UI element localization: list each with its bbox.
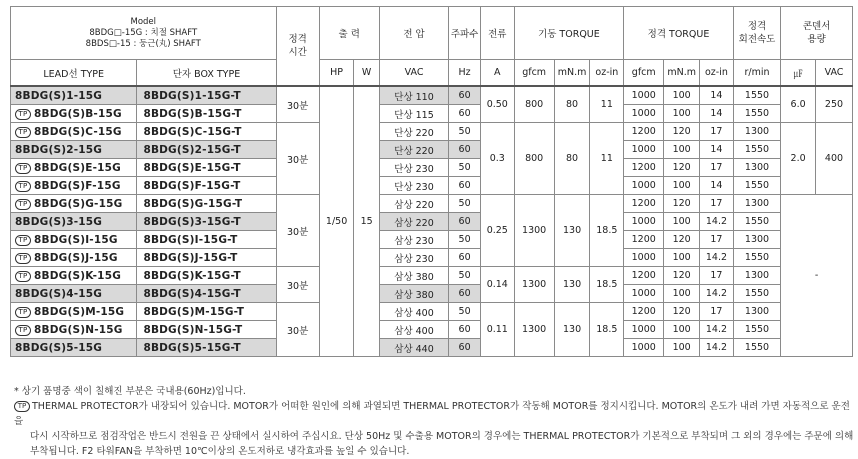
box-type-cell: 8BDG(S)J-15G-T — [137, 249, 276, 267]
note-line-4: 부착됩니다. F2 타워FAN을 부착하면 10℃이상의 온도저하로 냉각효과를 높일 수 있습니다. — [30, 446, 410, 457]
start-oz-cell: 18.5 — [590, 267, 624, 303]
voltage-cell: 삼상 380 — [379, 267, 449, 285]
model-name: 8BDG(S)E-15G — [34, 161, 121, 174]
start-mnm-cell: 130 — [554, 195, 590, 267]
rated-oz-cell: 17 — [700, 267, 734, 285]
model-cell — [11, 249, 137, 267]
rated-gfcm-cell: 1200 — [624, 123, 664, 141]
tp-icon: TP — [15, 325, 31, 336]
w-unit: W — [354, 60, 379, 87]
model-cell — [11, 141, 137, 159]
model-name: 8BDG(S)G-15G — [34, 197, 123, 210]
table-row — [11, 339, 853, 357]
tp-icon: TP — [15, 307, 31, 318]
hz-cell: 60 — [449, 105, 481, 123]
model-cell — [11, 339, 137, 357]
rpm-cell: 1550 — [733, 141, 780, 159]
model-cell — [11, 213, 137, 231]
voltage-cell: 삼상 220 — [379, 195, 449, 213]
current-cell: 0.50 — [480, 86, 514, 123]
table-row — [11, 86, 853, 105]
vac-unit: VAC — [379, 60, 449, 87]
rated-mnm-cell: 100 — [664, 249, 700, 267]
table-row — [11, 321, 853, 339]
rated-gfcm-cell: 1200 — [624, 231, 664, 249]
capacitor-header: 콘덴서 용량 — [781, 7, 853, 60]
table-row — [11, 195, 853, 213]
rated-gfcm-cell: 1200 — [624, 159, 664, 177]
model-name: 8BDG(S)J-15G — [34, 251, 118, 264]
rpm-cell: 1550 — [733, 213, 780, 231]
start-oz-cell: 18.5 — [590, 195, 624, 267]
rated-gfcm-cell: 1000 — [624, 177, 664, 195]
cap-uf-cell: 6.0 — [781, 86, 816, 123]
table-row — [11, 141, 853, 159]
table-row — [11, 177, 853, 195]
tp-icon: TP — [15, 127, 31, 138]
hz-cell: 50 — [449, 159, 481, 177]
rated-oz-cell: 14 — [700, 105, 734, 123]
tp-icon: TP — [15, 235, 31, 246]
start-oz-cell: 18.5 — [590, 303, 624, 357]
hp-cell: 1/50 — [319, 86, 354, 357]
rated-oz-cell: 14 — [700, 86, 734, 105]
rpm-cell: 1550 — [733, 321, 780, 339]
hz-cell: 60 — [449, 213, 481, 231]
rated-oz-cell: 17 — [700, 195, 734, 213]
rated-gfcm-unit: gfcm — [624, 60, 664, 87]
table-row — [11, 105, 853, 123]
rpm-cell: 1300 — [733, 231, 780, 249]
rpm-cell: 1550 — [733, 285, 780, 303]
rated-mnm-cell: 120 — [664, 159, 700, 177]
current-header: 전류 — [480, 7, 514, 60]
model-cell — [11, 267, 137, 285]
a-unit: A — [480, 60, 514, 87]
box-type-cell: 8BDG(S)B-15G-T — [137, 105, 276, 123]
rated-mnm-cell: 100 — [664, 86, 700, 105]
hz-cell: 60 — [449, 249, 481, 267]
table-row — [11, 267, 853, 285]
model-name: 8BDG(S)B-15G — [34, 107, 122, 120]
rated-mnm-cell: 100 — [664, 213, 700, 231]
rated-oz-cell: 17 — [700, 303, 734, 321]
hz-cell: 50 — [449, 267, 481, 285]
voltage-cell: 삼상 220 — [379, 213, 449, 231]
rated-torque-header: 정격 TORQUE — [624, 7, 734, 60]
rated-gfcm-cell: 1200 — [624, 267, 664, 285]
rated-time-cell: 30분 — [276, 267, 319, 303]
rated-mnm-cell: 100 — [664, 321, 700, 339]
rated-gfcm-cell: 1000 — [624, 339, 664, 357]
notes — [14, 384, 854, 459]
start-torque-header: 기동 TORQUE — [514, 7, 624, 60]
model-cell — [11, 195, 137, 213]
model-name: 8BDG(S)3-15G — [15, 215, 103, 228]
w-cell: 15 — [354, 86, 379, 357]
box-type-cell: 8BDG(S)C-15G-T — [137, 123, 276, 141]
tp-icon: TP — [15, 109, 31, 120]
model-cell — [11, 303, 137, 321]
voltage-cell: 삼상 230 — [379, 231, 449, 249]
box-type-cell: 8BDG(S)K-15G-T — [137, 267, 276, 285]
hz-cell: 60 — [449, 285, 481, 303]
model-cell — [11, 159, 137, 177]
box-type-cell: 8BDG(S)I-15G-T — [137, 231, 276, 249]
rated-mnm-cell: 100 — [664, 339, 700, 357]
rated-mnm-cell: 100 — [664, 141, 700, 159]
model-title: Model — [130, 16, 157, 27]
lead-type-header: LEAD선 TYPE — [11, 60, 137, 87]
model-name: 8BDG(S)F-15G — [34, 179, 121, 192]
rated-time-cell: 30분 — [276, 195, 319, 267]
start-mnm-cell: 130 — [554, 267, 590, 303]
model-cell — [11, 123, 137, 141]
model-cell — [11, 86, 137, 105]
voltage-cell: 삼상 400 — [379, 303, 449, 321]
tp-icon: TP — [14, 401, 30, 412]
hz-cell: 50 — [449, 303, 481, 321]
current-cell: 0.25 — [480, 195, 514, 267]
note-line-3: 다시 시작하므로 점검작업은 반드시 전원을 끈 상태에서 실시하여 주십시요. 단상 50Hz 및 수출용 MOTOR의 경우에는 THERMAL PROTECTOR가 기본적으로 부착되며 그 외의 경우에는 주문에 의해 — [30, 431, 854, 442]
table-row — [11, 123, 853, 141]
rated-oz-cell: 17 — [700, 159, 734, 177]
motor-spec-table — [10, 6, 853, 357]
hz-unit: Hz — [449, 60, 481, 87]
cap-vac-unit: VAC — [815, 60, 852, 87]
voltage-cell: 단상 220 — [379, 141, 449, 159]
hz-cell: 50 — [449, 123, 481, 141]
current-cell: 0.14 — [480, 267, 514, 303]
voltage-cell: 단상 230 — [379, 159, 449, 177]
rated-mnm-cell: 120 — [664, 303, 700, 321]
model-name: 8BDG(S)K-15G — [34, 269, 122, 282]
model-name: 8BDG(S)4-15G — [15, 287, 103, 300]
voltage-cell: 단상 115 — [379, 105, 449, 123]
voltage-header: 전 압 — [379, 7, 449, 60]
rated-mnm-cell: 120 — [664, 231, 700, 249]
rated-oz-cell: 14.2 — [700, 339, 734, 357]
rpm-cell: 1300 — [733, 159, 780, 177]
model-cell — [11, 177, 137, 195]
voltage-cell: 단상 230 — [379, 177, 449, 195]
note-domestic: * 상기 품명중 색이 칠해진 부분은 국내용(60Hz)입니다. — [14, 386, 246, 397]
start-gfcm-cell: 800 — [514, 86, 554, 123]
model-line-2: 8BDS□-15 : 둥근(丸) SHAFT — [85, 38, 201, 49]
cap-vac-cell: 400 — [815, 123, 852, 195]
start-mnm-cell: 80 — [554, 123, 590, 195]
box-type-cell: 8BDG(S)3-15G-T — [137, 213, 276, 231]
start-gfcm-cell: 1300 — [514, 303, 554, 357]
note-thermal-protector — [14, 399, 854, 429]
model-name: 8BDG(S)I-15G — [34, 233, 118, 246]
rated-mnm-cell: 120 — [664, 267, 700, 285]
box-type-cell: 8BDG(S)G-15G-T — [137, 195, 276, 213]
voltage-cell: 삼상 380 — [379, 285, 449, 303]
box-type-cell: 8BDG(S)E-15G-T — [137, 159, 276, 177]
spec-body — [11, 86, 853, 357]
box-type-cell: 8BDG(S)M-15G-T — [137, 303, 276, 321]
model-name: 8BDG(S)C-15G — [34, 125, 122, 138]
table-row — [11, 213, 853, 231]
rated-time-cell: 30분 — [276, 123, 319, 195]
frequency-header: 주파수 — [449, 7, 481, 60]
tp-icon: TP — [15, 271, 31, 282]
rated-oz-cell: 14.2 — [700, 213, 734, 231]
note-thermal-text: THERMAL PROTECTOR가 내장되어 있습니다. MOTOR가 어떠한 원인에 의해 과열되면 THERMAL PROTECTOR가 작동해 MOTOR를 정지시킵니다. MOTOR의 온도가 내려 가면 자동적으로 운전을 — [14, 401, 850, 427]
model-name: 8BDG(S)1-15G — [15, 89, 103, 102]
box-type-cell: 8BDG(S)4-15G-T — [137, 285, 276, 303]
rated-gfcm-cell: 1000 — [624, 141, 664, 159]
rated-gfcm-cell: 1000 — [624, 321, 664, 339]
hz-cell: 60 — [449, 339, 481, 357]
model-cell — [11, 285, 137, 303]
hz-cell: 60 — [449, 177, 481, 195]
rpm-cell: 1550 — [733, 177, 780, 195]
rated-mnm-unit: mN.m — [664, 60, 700, 87]
rated-gfcm-cell: 1000 — [624, 213, 664, 231]
model-cell — [11, 231, 137, 249]
rated-mnm-cell: 100 — [664, 177, 700, 195]
current-cell: 0.3 — [480, 123, 514, 195]
start-oz-cell: 11 — [590, 86, 624, 123]
model-name: 8BDG(S)5-15G — [15, 341, 103, 354]
rated-oz-cell: 14.2 — [700, 321, 734, 339]
model-cell — [11, 321, 137, 339]
box-type-header: 단자 BOX TYPE — [137, 60, 276, 87]
rpm-cell: 1550 — [733, 86, 780, 105]
rated-mnm-cell: 120 — [664, 123, 700, 141]
rpm-unit: r/min — [733, 60, 780, 87]
rated-gfcm-cell: 1000 — [624, 86, 664, 105]
tp-icon: TP — [15, 181, 31, 192]
voltage-cell: 삼상 230 — [379, 249, 449, 267]
hz-cell: 60 — [449, 141, 481, 159]
hz-cell: 60 — [449, 86, 481, 105]
rated-gfcm-cell: 1200 — [624, 303, 664, 321]
box-type-cell: 8BDG(S)2-15G-T — [137, 141, 276, 159]
rated-oz-cell: 17 — [700, 123, 734, 141]
hz-cell: 50 — [449, 231, 481, 249]
box-type-cell: 8BDG(S)F-15G-T — [137, 177, 276, 195]
rated-oz-cell: 14.2 — [700, 285, 734, 303]
start-mnm-unit: mN.m — [554, 60, 590, 87]
rated-time-cell: 30분 — [276, 86, 319, 123]
rpm-cell: 1300 — [733, 123, 780, 141]
table-row — [11, 303, 853, 321]
cap-vac-cell: 250 — [815, 86, 852, 123]
tp-icon: TP — [15, 163, 31, 174]
hz-cell: 60 — [449, 321, 481, 339]
table-row — [11, 249, 853, 267]
model-header — [11, 7, 277, 60]
voltage-cell: 삼상 440 — [379, 339, 449, 357]
start-gfcm-cell: 800 — [514, 123, 554, 195]
table-row — [11, 159, 853, 177]
uf-unit: ㎌ — [781, 60, 816, 87]
start-oz-cell: 11 — [590, 123, 624, 195]
current-cell: 0.11 — [480, 303, 514, 357]
box-type-cell: 8BDG(S)1-15G-T — [137, 86, 276, 105]
rated-oz-cell: 14 — [700, 177, 734, 195]
rpm-cell: 1550 — [733, 105, 780, 123]
rated-oz-cell: 14 — [700, 141, 734, 159]
start-mnm-cell: 80 — [554, 86, 590, 123]
start-gfcm-cell: 1300 — [514, 267, 554, 303]
rpm-cell: 1550 — [733, 339, 780, 357]
rated-gfcm-cell: 1000 — [624, 105, 664, 123]
rated-mnm-cell: 100 — [664, 285, 700, 303]
model-name: 8BDG(S)2-15G — [15, 143, 103, 156]
rated-time-cell: 30분 — [276, 303, 319, 357]
table-row — [11, 231, 853, 249]
voltage-cell: 단상 220 — [379, 123, 449, 141]
model-cell — [11, 105, 137, 123]
cap-three-phase-cell: - — [781, 195, 853, 357]
rated-ozin-unit: oz-in — [700, 60, 734, 87]
box-type-cell: 8BDG(S)N-15G-T — [137, 321, 276, 339]
rated-gfcm-cell: 1000 — [624, 249, 664, 267]
start-ozin-unit: oz-in — [590, 60, 624, 87]
rated-mnm-cell: 100 — [664, 105, 700, 123]
cap-uf-cell: 2.0 — [781, 123, 816, 195]
rpm-cell: 1300 — [733, 303, 780, 321]
box-type-cell: 8BDG(S)5-15G-T — [137, 339, 276, 357]
tp-icon: TP — [15, 199, 31, 210]
table-row — [11, 285, 853, 303]
rated-oz-cell: 17 — [700, 231, 734, 249]
rated-gfcm-cell: 1200 — [624, 195, 664, 213]
rated-time-header: 정격 시간 — [276, 7, 319, 87]
model-name: 8BDG(S)M-15G — [34, 305, 125, 318]
model-line-1: 8BDG□-15G : 치절 SHAFT — [89, 27, 198, 38]
rated-mnm-cell: 120 — [664, 195, 700, 213]
start-gfcm-unit: gfcm — [514, 60, 554, 87]
tp-icon: TP — [15, 253, 31, 264]
rated-oz-cell: 14.2 — [700, 249, 734, 267]
voltage-cell: 삼상 400 — [379, 321, 449, 339]
hp-unit: HP — [319, 60, 354, 87]
rated-speed-header: 정격 회전속도 — [733, 7, 780, 60]
start-mnm-cell: 130 — [554, 303, 590, 357]
model-name: 8BDG(S)N-15G — [34, 323, 123, 336]
rpm-cell: 1300 — [733, 195, 780, 213]
rpm-cell: 1300 — [733, 267, 780, 285]
start-gfcm-cell: 1300 — [514, 195, 554, 267]
rpm-cell: 1550 — [733, 249, 780, 267]
output-header: 출 력 — [319, 7, 379, 60]
voltage-cell: 단상 110 — [379, 86, 449, 105]
hz-cell: 50 — [449, 195, 481, 213]
rated-gfcm-cell: 1000 — [624, 285, 664, 303]
